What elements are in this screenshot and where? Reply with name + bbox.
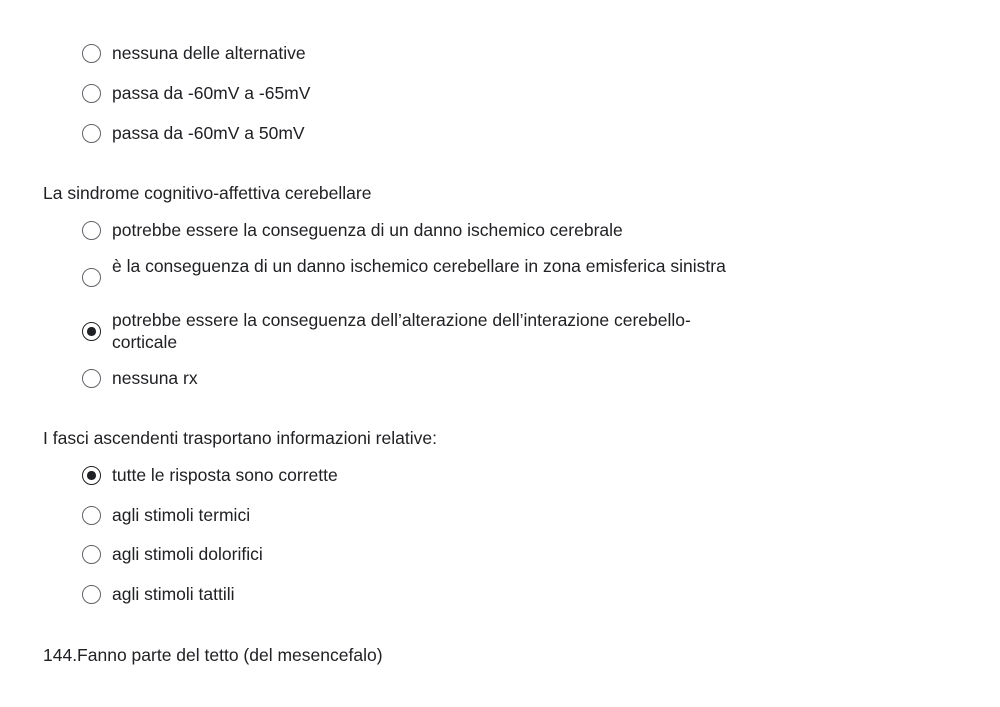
radio-button[interactable] (82, 369, 101, 388)
radio-button[interactable] (82, 221, 101, 240)
option-label: è la conseguenza di un danno ischemico cerebellare in zona emisferica sinistra (112, 256, 726, 276)
question-text: I fasci ascendenti trasportano informazioni relative: (43, 428, 437, 448)
option-label: nessuna delle alternative (112, 43, 306, 63)
option-label: nessuna rx (112, 368, 198, 388)
option-label: agli stimoli dolorifici (112, 544, 263, 564)
radio-button[interactable] (82, 545, 101, 564)
question-text: La sindrome cognitivo-affettiva cerebellare (43, 183, 372, 203)
option-label: potrebbe essere la conseguenza di un danno ischemico cerebrale (112, 220, 623, 240)
radio-button[interactable] (82, 84, 101, 103)
question-text: 144.Fanno parte del tetto (del mesencefalo) (43, 645, 383, 665)
radio-button[interactable] (82, 506, 101, 525)
radio-button[interactable] (82, 585, 101, 604)
radio-button[interactable] (82, 268, 101, 287)
radio-button[interactable] (82, 44, 101, 63)
option-label: agli stimoli tattili (112, 584, 235, 604)
option-label: agli stimoli termici (112, 505, 251, 525)
option-label: passa da -60mV a 50mV (112, 123, 305, 143)
radio-button[interactable] (82, 466, 101, 485)
option-label: potrebbe essere la conseguenza dell’alterazione dell’interazione cerebello-corticale (112, 310, 691, 352)
radio-button[interactable] (82, 322, 101, 341)
option-label: tutte le risposta sono corrette (112, 465, 338, 485)
radio-button[interactable] (82, 124, 101, 143)
option-label: passa da -60mV a -65mV (112, 83, 311, 103)
